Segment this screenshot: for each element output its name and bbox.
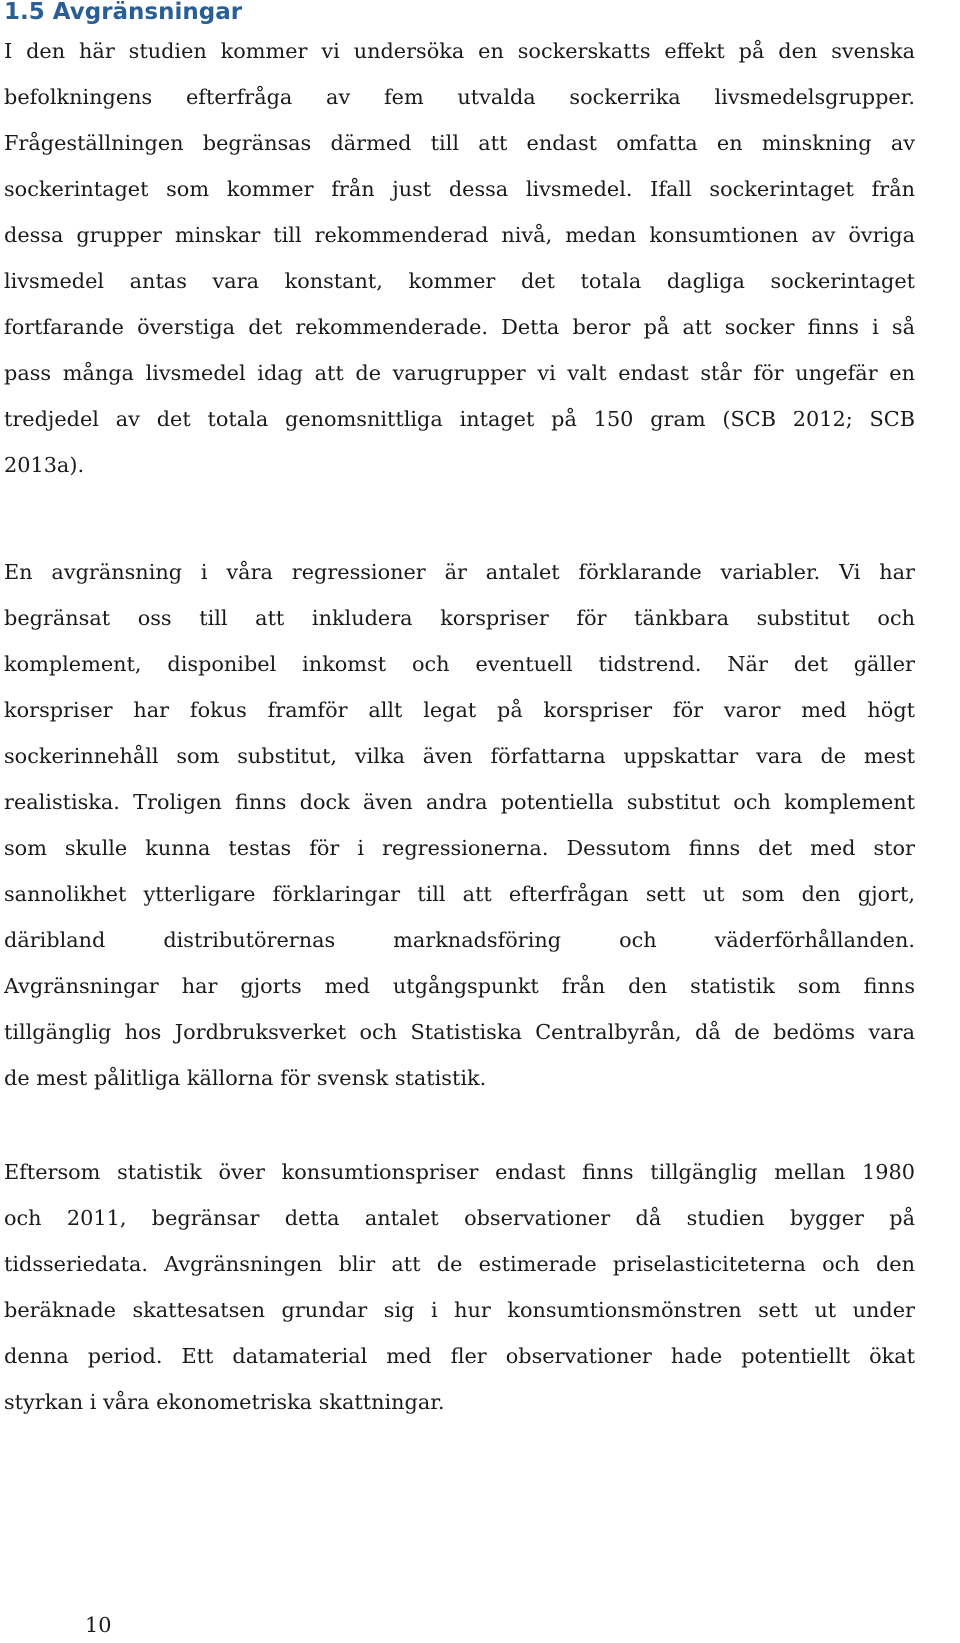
text-line: I den här studien kommer vi undersöka en sockerskatts effekt på den svenska (4, 39, 915, 63)
text-line: komplement, disponibel inkomst och eventuell tidstrend. När det gäller (4, 652, 915, 676)
section-heading: 1.5 Avgränsningar (4, 0, 243, 25)
text-line: 2013a). (4, 453, 85, 477)
text-line: styrkan i våra ekonometriska skattningar. (4, 1390, 445, 1414)
text-line: de mest pålitliga källorna för svensk statistik. (4, 1066, 487, 1090)
text-line: Avgränsningar har gjorts med utgångspunkt från den statistik som finns (4, 974, 915, 998)
text-line: pass många livsmedel idag att de varugrupper vi valt endast står för ungefär en (4, 361, 915, 385)
text-line: dessa grupper minskar till rekommenderad nivå, medan konsumtionen av övriga (4, 223, 915, 247)
text-line: denna period. Ett datamaterial med fler observationer hade potentiellt ökat (4, 1344, 915, 1368)
text-line: däribland distributörernas marknadsföring och väderförhållanden. (4, 928, 915, 952)
text-line: och 2011, begränsar detta antalet observationer då studien bygger på (4, 1206, 915, 1230)
page-number: 10 (85, 1613, 112, 1637)
text-line: livsmedel antas vara konstant, kommer det totala dagliga sockerintaget (4, 269, 915, 293)
paragraph-2 (4, 549, 915, 1101)
text-line: beräknade skattesatsen grundar sig i hur konsumtionsmönstren sett ut under (4, 1298, 915, 1322)
text-line: Eftersom statistik över konsumtionspriser endast finns tillgänglig mellan 1980 (4, 1160, 915, 1184)
paragraph-3 (4, 1149, 915, 1425)
text-line: sannolikhet ytterligare förklaringar till att efterfrågan sett ut som den gjort, (4, 882, 915, 906)
text-line: Frågeställningen begränsas därmed till att endast omfatta en minskning av (4, 131, 915, 155)
text-line: korspriser har fokus framför allt legat på korspriser för varor med högt (4, 698, 915, 722)
text-line: befolkningens efterfråga av fem utvalda sockerrika livsmedelsgrupper. (4, 85, 915, 109)
text-line: begränsat oss till att inkludera korspriser för tänkbara substitut och (4, 606, 915, 630)
text-line: sockerintaget som kommer från just dessa livsmedel. Ifall sockerintaget från (4, 177, 915, 201)
text-line: tredjedel av det totala genomsnittliga intaget på 150 gram (SCB 2012; SCB (4, 407, 915, 431)
text-line: tillgänglig hos Jordbruksverket och Statistiska Centralbyrån, då de bedöms vara (4, 1020, 915, 1044)
text-line: som skulle kunna testas för i regressionerna. Dessutom finns det med stor (4, 836, 915, 860)
text-line: En avgränsning i våra regressioner är antalet förklarande variabler. Vi har (4, 560, 915, 584)
text-line: sockerinnehåll som substitut, vilka även författarna uppskattar vara de mest (4, 744, 915, 768)
text-line: realistiska. Troligen finns dock även andra potentiella substitut och komplement (4, 790, 915, 814)
text-line: fortfarande överstiga det rekommenderade. Detta beror på att socker finns i så (4, 315, 915, 339)
paragraph-1 (4, 28, 915, 488)
text-line: tidsseriedata. Avgränsningen blir att de estimerade priselasticiteterna och den (4, 1252, 915, 1276)
